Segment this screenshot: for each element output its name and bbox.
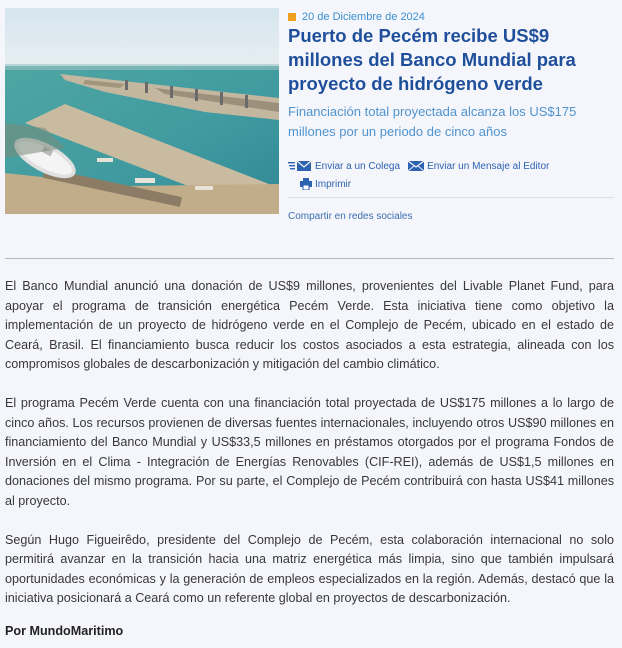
printer-icon bbox=[300, 178, 312, 190]
article-date: 20 de Diciembre de 2024 bbox=[302, 11, 425, 23]
article-date-row bbox=[288, 11, 425, 23]
share-social-link[interactable]: Compartir en redes sociales bbox=[288, 211, 413, 222]
mail-icon bbox=[408, 160, 424, 172]
forward-mail-icon bbox=[288, 160, 312, 172]
article-paragraph: El programa Pecém Verde cuenta con una financiación total proyectada de US$175 millones a lo largo de cinco años. Los recursos provienen de diversas fuentes internacionales, incluyendo otros US$90 millones en financiamiento del Banco Mundial y US$33,5 millones en préstamos otorgados por el programa Fondos de Inversión en el Clima - Integración de Energías Renovables (CIF-REI), además de US$1,5 millones en donaciones del mismo programa. Por su parte, el Complejo de Pecém contribuirá con hasta US$41 millones al proyecto. bbox=[5, 396, 614, 508]
article-body bbox=[5, 277, 614, 628]
send-to-colleague-link[interactable] bbox=[288, 160, 400, 172]
article-actions bbox=[288, 160, 614, 190]
date-marker-icon bbox=[288, 13, 296, 21]
article-paragraph: Según Hugo Figueirêdo, presidente del Complejo de Pecém, esta colaboración internacional no solo permitirá avanzar en la transición hacia una matriz energética más limpia, sino que también impulsará oportunidades económicas y la generación de empleos especializados en la región. Además, destacó que la iniciativa posicionará a Ceará como un referente global en proyectos de descarbonización. bbox=[5, 532, 614, 605]
header-divider bbox=[5, 258, 614, 259]
print-link[interactable] bbox=[300, 178, 614, 190]
port-aerial-image bbox=[5, 8, 279, 214]
article-author: Por MundoMaritimo bbox=[5, 624, 124, 638]
actions-divider bbox=[288, 197, 614, 198]
article-title: Puerto de Pecém recibe US$9 millones del Banco Mundial para proyecto de hidrógeno verde bbox=[288, 25, 576, 94]
send-to-editor-label: Enviar un Mensaje al Editor bbox=[427, 160, 550, 172]
send-to-editor-link[interactable] bbox=[408, 160, 549, 172]
article-paragraph: El Banco Mundial anunció una donación de US$9 millones, provenientes del Livable Planet Fund, para apoyar el programa de transición energética Pecém Verde. Esta iniciativa tiene como objetivo la implementación de un proyecto de hidrógeno verde en el Complejo de Pecém, ubicado en el estado de Ceará, Brasil. El financiamiento busca reducir los costos asociados a esta estrategia, alineada con los compromisos globales de descarbonización y mitigación del cambio climático. bbox=[5, 279, 614, 371]
send-to-colleague-label: Enviar a un Colega bbox=[315, 160, 401, 172]
article-subtitle: Financiación total proyectada alcanza los US$175 millones por un periodo de cinco años bbox=[288, 104, 577, 139]
article-photo bbox=[5, 8, 279, 214]
print-label: Imprimir bbox=[315, 178, 352, 190]
